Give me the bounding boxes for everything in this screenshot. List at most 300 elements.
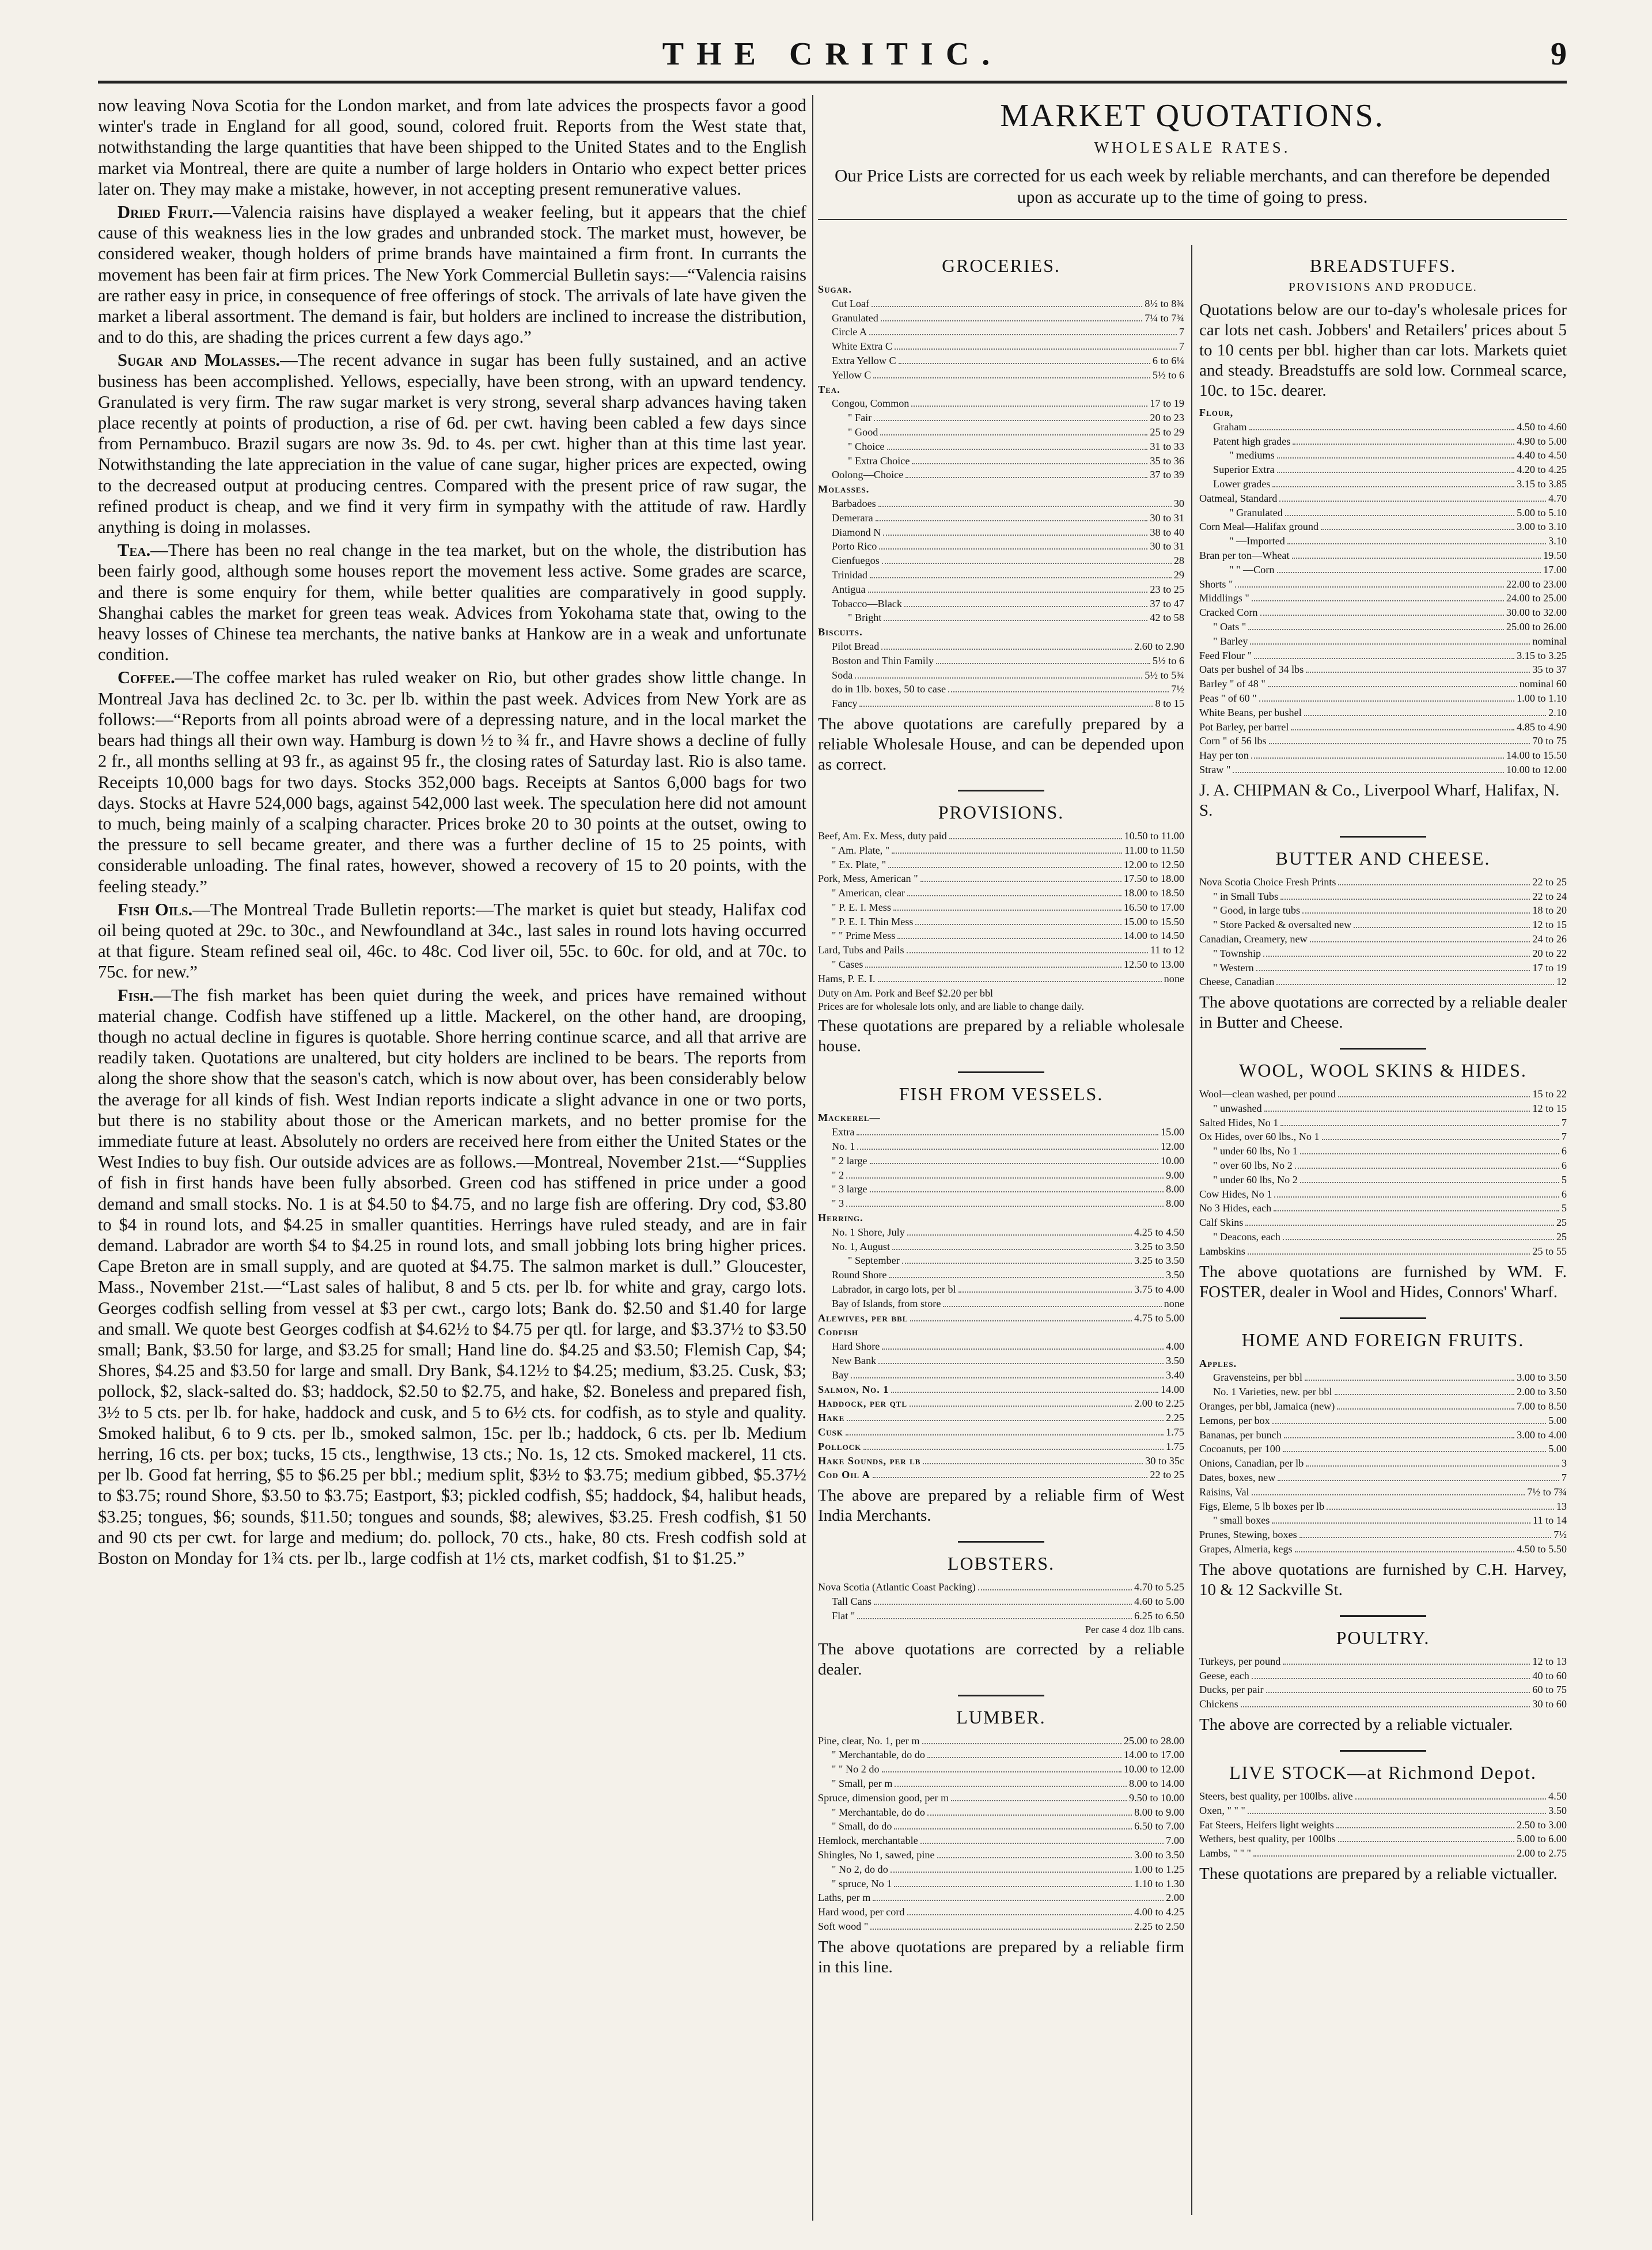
leader-dots — [884, 620, 1147, 621]
price-item-label: Lard, Tubs and Pails — [818, 944, 904, 956]
price-value: 2.60 to 2.90 — [1134, 640, 1184, 652]
price-item-label: " unwashed — [1213, 1102, 1262, 1114]
leader-dots — [879, 548, 1147, 550]
leader-dots — [1337, 1408, 1514, 1410]
price-value: 4.60 to 5.00 — [1134, 1595, 1184, 1607]
price-row — [1199, 1485, 1567, 1499]
price-row — [1199, 1697, 1567, 1711]
section-rule — [1340, 1048, 1426, 1050]
price-value: 3.25 to 3.50 — [1134, 1255, 1184, 1267]
price-row — [1199, 946, 1567, 961]
price-value: 22 to 25 — [1532, 876, 1567, 888]
price-value: 3.00 to 3.50 — [1134, 1849, 1184, 1861]
price-value: 22 to 25 — [1150, 1469, 1184, 1481]
price-item-label: Soft wood " — [818, 1920, 869, 1932]
subcolumn-rule — [1191, 245, 1192, 2215]
leader-dots — [895, 1786, 1127, 1787]
price-row — [818, 654, 1184, 668]
leader-dots — [1250, 643, 1530, 645]
leader-dots — [1245, 1225, 1554, 1226]
price-value: 5.00 to 6.00 — [1517, 1833, 1567, 1845]
leader-dots — [1287, 543, 1546, 544]
leader-dots — [1278, 1480, 1559, 1481]
price-row — [1199, 563, 1567, 577]
price-row — [818, 311, 1184, 325]
price-row — [818, 696, 1184, 711]
price-item-label: " " —Corn — [1229, 563, 1275, 575]
price-item-label: Boston and Thin Family — [832, 654, 934, 666]
page-header — [98, 36, 1567, 76]
price-value: 10.00 to 12.00 — [1123, 1763, 1184, 1775]
price-item-label: Hard Shore — [832, 1340, 880, 1353]
leader-dots — [859, 706, 1153, 707]
price-row — [1199, 506, 1567, 520]
price-value: 5.00 — [1548, 1414, 1567, 1426]
price-value: 14.00 — [1161, 1383, 1184, 1395]
price-value: 10.50 to 11.00 — [1124, 829, 1184, 842]
price-row — [818, 1877, 1184, 1891]
price-row — [818, 468, 1184, 482]
price-value: 28 — [1173, 555, 1184, 567]
price-item-label: " 3 large — [832, 1183, 867, 1195]
price-item-label: Cow Hides, No 1 — [1199, 1188, 1272, 1200]
price-item-label: Yellow C — [832, 369, 872, 381]
price-row — [818, 497, 1184, 511]
price-row — [818, 943, 1184, 957]
price-row — [818, 539, 1184, 554]
price-value: 15.00 to 15.50 — [1123, 915, 1184, 927]
price-table-butter — [1199, 875, 1567, 989]
price-value: 25.00 to 26.00 — [1506, 620, 1567, 632]
price-item-label: Labrador, in cargo lots, per bl — [832, 1283, 956, 1296]
price-item-label: Trinidad — [832, 569, 867, 581]
price-value: nominal — [1532, 635, 1567, 647]
leader-dots — [851, 1377, 1164, 1378]
leader-dots — [882, 563, 1172, 564]
leader-dots — [1285, 515, 1514, 516]
price-item-label: White Beans, per bushel — [1199, 706, 1302, 718]
price-row — [818, 972, 1184, 986]
leader-dots — [1355, 1798, 1547, 1800]
commercial-article — [98, 95, 806, 2224]
price-row — [818, 1791, 1184, 1805]
price-row — [1199, 903, 1567, 918]
leader-dots — [1253, 1855, 1514, 1857]
leader-dots — [1248, 1813, 1546, 1814]
leader-dots — [887, 449, 1148, 450]
price-item-label: " Merchantable, do do — [832, 1749, 925, 1761]
price-value: 7½ to 7¾ — [1527, 1486, 1567, 1498]
price-value: 11 to 14 — [1533, 1514, 1567, 1526]
note-lumber: The above quotations are prepared by a reliable firm in this line. — [818, 1937, 1184, 1976]
price-value: 17.00 — [1543, 563, 1567, 575]
leader-dots — [894, 1886, 1132, 1887]
price-row — [818, 1734, 1184, 1748]
price-row — [1199, 1542, 1567, 1556]
price-value: 35 to 37 — [1532, 664, 1567, 676]
price-item-label: Steers, best quality, per 100lbs. alive — [1199, 1790, 1353, 1802]
section-title-livestock: LIVE STOCK—at Richmond Depot. — [1229, 1762, 1537, 1783]
article-paragraph-dried-fruit: Dried Fruit.—Valencia raisins have displayed a weaker feeling, but it appears that the chief cause of this weakness lies in the low grades and unbranded stock. The market must, however, be considered weaker, though holders of prime brands have maintained a firm front. In currants the movement has been fair at firm prices. The New York Commercial Bulletin says:—“Valencia raisins are rather easy in price, in consequence of free offerings of stock. The arrivals of late have given the market a liberal assortment. The demand is fair, but holders are inclined to increase the distribution, and to do this, are shading the prices current a few days ago.” — [98, 202, 806, 347]
leader-dots — [1268, 686, 1517, 687]
price-row — [1199, 1101, 1567, 1116]
price-item-label: Tea. — [818, 383, 840, 395]
price-value: 31 to 33 — [1150, 440, 1184, 452]
price-item-label: Gravensteins, per bbl — [1213, 1372, 1303, 1384]
leader-dots — [1269, 743, 1530, 744]
leader-dots — [1292, 558, 1541, 559]
price-item-label: Demerara — [832, 512, 873, 524]
price-value: 4.50 — [1548, 1790, 1567, 1802]
leader-dots — [1321, 529, 1514, 530]
price-value: 5½ to 6 — [1152, 369, 1184, 381]
price-item-label: " under 60 lbs, No 1 — [1213, 1145, 1298, 1157]
price-item-label: " September — [848, 1255, 900, 1267]
price-value: 16.50 to 17.00 — [1123, 901, 1184, 913]
price-item-label: Congou, Common — [832, 397, 910, 410]
price-row — [818, 1411, 1184, 1425]
leader-dots — [1299, 1537, 1552, 1538]
price-value: 14.00 to 17.00 — [1123, 1749, 1184, 1761]
price-item-label: Molasses. — [818, 483, 870, 495]
price-item-label: Bananas, per bunch — [1199, 1429, 1282, 1441]
price-item-label: " " No 2 do — [832, 1763, 880, 1775]
price-item-label: Oats per bushel of 34 lbs — [1199, 664, 1304, 676]
price-item-label: Calf Skins — [1199, 1217, 1244, 1229]
leader-dots — [1295, 1551, 1514, 1552]
price-value: 5½ to 6 — [1152, 654, 1184, 666]
price-item-label: " American, clear — [832, 887, 905, 899]
leader-dots — [1283, 1239, 1554, 1240]
leader-dots — [873, 1477, 1148, 1478]
price-item-label: " Store Packed & oversalted new — [1213, 919, 1352, 931]
price-table-lobsters — [818, 1580, 1184, 1623]
price-row — [818, 1282, 1184, 1297]
price-row — [1199, 1846, 1567, 1861]
price-value: 3.15 to 3.85 — [1517, 478, 1567, 490]
leader-dots — [948, 691, 1169, 692]
price-value: 18.00 to 18.50 — [1123, 887, 1184, 899]
price-item-label: " over 60 lbs, No 2 — [1213, 1160, 1293, 1172]
price-value: 7 — [1561, 1472, 1567, 1484]
price-value: 14.00 to 14.50 — [1123, 930, 1184, 942]
leader-dots — [857, 1149, 1158, 1150]
leader-dots — [857, 1618, 1132, 1619]
section-title-groceries: GROCERIES. — [942, 255, 1060, 276]
price-item-label: " 2 large — [832, 1154, 867, 1166]
price-value: 12 to 15 — [1532, 1102, 1567, 1114]
leader-dots — [907, 952, 1148, 953]
price-item-label: Figs, Eleme, 5 lb boxes per lb — [1199, 1500, 1325, 1512]
price-item-label: Lambskins — [1199, 1245, 1245, 1257]
price-item-label: Cusk — [818, 1426, 843, 1438]
price-value: 20 to 23 — [1150, 412, 1184, 424]
leader-dots — [892, 1249, 1132, 1250]
price-value: 3.10 — [1548, 535, 1567, 547]
section-title-provisions: PROVISIONS. — [938, 801, 1064, 823]
leader-dots — [891, 1872, 1132, 1873]
price-value: 30 to 31 — [1150, 512, 1184, 524]
price-value: 13 — [1556, 1500, 1567, 1512]
price-row — [818, 682, 1184, 696]
price-item-label: Corn Meal—Halifax ground — [1199, 521, 1319, 533]
note-poultry: The above are corrected by a reliable victualer. — [1199, 1715, 1513, 1734]
price-item-label: Oxen, " " " — [1199, 1804, 1245, 1816]
price-item-label: Patent high grades — [1213, 435, 1291, 447]
leader-dots — [1252, 600, 1504, 601]
note-livestock: These quotations are prepared by a reliable victualler. — [1199, 1864, 1558, 1883]
price-item-label: " Fair — [848, 412, 872, 424]
leader-dots — [1252, 1678, 1530, 1679]
price-value: 2.00 to 2.75 — [1517, 1847, 1567, 1859]
price-item-label: " " Prime Mess — [832, 930, 896, 942]
price-item-label: Cracked Corn — [1199, 607, 1258, 619]
price-row — [818, 829, 1184, 843]
leader-dots — [1327, 1509, 1554, 1510]
price-row — [818, 1594, 1184, 1609]
price-item-label: Straw " — [1199, 763, 1231, 775]
price-table-fish — [818, 1111, 1184, 1482]
leader-dots — [1279, 501, 1546, 502]
price-value: 5.00 to 5.10 — [1517, 506, 1567, 518]
price-row — [1199, 1230, 1567, 1244]
price-item-label: " Am. Plate, " — [832, 844, 890, 856]
price-row — [1199, 491, 1567, 506]
price-item-label: Salted Hides, No 1 — [1199, 1116, 1279, 1128]
leader-dots — [937, 1857, 1132, 1858]
price-value: 4.25 to 4.50 — [1134, 1226, 1184, 1238]
leader-dots — [902, 1263, 1132, 1264]
price-value: 4.50 to 5.50 — [1517, 1543, 1567, 1555]
price-row — [818, 1905, 1184, 1919]
section-rule — [958, 790, 1044, 791]
price-item-label: Pollock — [818, 1440, 862, 1452]
leader-dots — [1276, 984, 1554, 985]
leader-dots — [949, 838, 1122, 839]
price-row — [818, 511, 1184, 525]
leader-dots — [881, 320, 1142, 321]
price-row — [1199, 448, 1567, 463]
price-item-label: Superior Extra — [1213, 464, 1275, 476]
leader-dots — [888, 867, 1121, 868]
price-value: 3.15 to 3.25 — [1517, 649, 1567, 661]
leader-dots — [907, 1914, 1132, 1915]
price-item-label: " Oats " — [1213, 620, 1246, 632]
price-row — [1199, 691, 1567, 706]
leader-dots — [846, 1177, 1164, 1179]
leader-dots — [865, 967, 1121, 968]
price-value: 7 — [1179, 340, 1184, 353]
price-value: 22.00 to 23.00 — [1506, 578, 1567, 590]
price-value: 8 to 15 — [1155, 698, 1184, 710]
price-value: 25 to 55 — [1532, 1245, 1567, 1257]
price-row — [818, 915, 1184, 929]
price-value: 11 to 12 — [1150, 944, 1184, 956]
note-groceries: The above quotations are carefully prepared by a reliable Wholesale House, and can be depended upon as correct. — [818, 714, 1184, 774]
section-rule — [1340, 1615, 1426, 1617]
price-item-label: " Good — [848, 426, 878, 438]
price-value: 14.00 to 15.50 — [1506, 749, 1567, 762]
price-row — [818, 900, 1184, 915]
price-row — [1199, 605, 1567, 620]
leader-dots — [1248, 1253, 1530, 1255]
leader-dots — [1274, 1196, 1559, 1198]
price-row — [1199, 1357, 1567, 1371]
leader-dots — [1335, 1394, 1515, 1395]
price-item-label: Pot Barley, per barrel — [1199, 721, 1289, 733]
article-paragraph: now leaving Nova Scotia for the London market, and from late advices the prospects favor a good winter's trade in England for all good, sound, colored fruit. Reports from the West state that, notwithstanding the large quantities that have been shipped to the United States and to the English market via Montreal, there are quite a number of large holders in Ontario who expect better prices later on. They may make a mistake, however, in not accepting present remunerative values. — [98, 96, 806, 199]
price-row — [818, 1425, 1184, 1440]
price-row — [818, 1762, 1184, 1776]
article-paragraph-coffee: Coffee.—The coffee market has ruled weaker on Rio, but other grades show little change. In Montreal Java has declined 2c. to 3c. per lb. within the past week. Advices from New York are as follows:—“Reports from all points abroad were of a depressing nature, and in the local market the bears had things all their own way. Hamburg is down ½ to ¾ fr., and Havre shows a decline of fully 2 fr., all months selling at 93 fr., as against 95 fr., the closing rates of Saturday last. Rio is also tame. Receipts 10,000 bags for two days. Stocks 352,000 bags. Receipts at Santos 6,000 bags for two days. Stocks at Havre 524,000 bags, against 542,000 last week. The speculation here did not amount to much, being mainly of a scalping character. Prices broke 20 to 30 points at the outset, owing to the pressure to sell became greater, and there was a further decline of 15 to 25 points, with considerable unloading. The final rates, however, showed a recovery of 15 to 20 points, with the feeling steady.” — [98, 668, 806, 896]
price-value: 25 to 29 — [1150, 426, 1184, 438]
price-row — [1199, 706, 1567, 720]
price-value: 30 — [1173, 497, 1184, 509]
leader-dots — [1277, 457, 1514, 459]
price-item-label: " Good, in large tubs — [1213, 904, 1301, 916]
price-value: 30 to 31 — [1150, 540, 1184, 552]
price-row — [818, 440, 1184, 454]
price-row — [1199, 649, 1567, 663]
section-rule — [958, 1071, 1044, 1073]
price-value: 2.00 — [1166, 1892, 1184, 1904]
price-item-label: " No 2, do do — [832, 1863, 888, 1875]
price-value: 1.00 to 1.10 — [1517, 692, 1567, 704]
leader-dots — [1306, 672, 1530, 673]
price-row — [1199, 1471, 1567, 1485]
price-value: 35 to 36 — [1150, 454, 1184, 467]
leader-dots — [1249, 429, 1515, 430]
price-row — [818, 1468, 1184, 1482]
price-item-label: Nova Scotia Choice Fresh Prints — [1199, 876, 1336, 888]
price-value: 3.00 to 3.50 — [1517, 1372, 1567, 1384]
price-value: 12 to 15 — [1532, 919, 1567, 931]
price-item-label: " under 60 lbs, No 2 — [1213, 1173, 1298, 1185]
price-row — [1199, 1528, 1567, 1542]
price-value: 9.50 to 10.00 — [1129, 1791, 1184, 1804]
price-item-label: Sugar. — [818, 283, 852, 295]
price-value: 2.10 — [1548, 706, 1567, 718]
price-row — [1199, 1442, 1567, 1456]
price-item-label: Prunes, Stewing, boxes — [1199, 1529, 1297, 1541]
price-row — [1199, 932, 1567, 946]
price-value: 6 to 6¼ — [1152, 354, 1184, 366]
price-table-provisions — [818, 829, 1184, 1001]
price-row — [1199, 918, 1567, 932]
leader-dots — [1322, 1139, 1559, 1140]
leader-dots — [1283, 1451, 1546, 1452]
price-item-label: " —Imported — [1229, 535, 1285, 547]
price-row — [1199, 1215, 1567, 1230]
price-table-lumber — [818, 1734, 1184, 1934]
price-item-label: Cheese, Canadian — [1199, 976, 1275, 988]
price-row — [818, 1297, 1184, 1311]
leader-dots — [882, 1349, 1164, 1350]
price-value: 10.00 to 12.00 — [1506, 763, 1567, 775]
price-value: 25.00 to 28.00 — [1123, 1734, 1184, 1747]
price-row — [818, 1609, 1184, 1623]
price-row — [818, 1862, 1184, 1877]
article-paragraph-sugar: Sugar and Molasses.—The recent advance in sugar has been fully sustained, and an active business has been accomplished. Yellows, especially, have been strong, with an upward tendency. Granulated is very firm. The raw sugar market is very strong, several sharp advances having taken place recently at points of production, a rise of 6d. per cwt. having been cabled a few days since from Pernambuco. Brazil sugars are now 3s. 9d. to 4s. per cwt. higher than at this time last year. Notwithstanding the late appreciation in the value of cane sugar, higher prices are expected, owing to the decreased output at producing centres. Compared with the present price of raw sugar, the refined product is cheap, and we find it very firm in sympathy with the attitude of raw. Hardly anything is doing in molasses. — [98, 350, 806, 537]
price-row — [818, 1454, 1184, 1468]
fine-print-lobsters: Per case 4 doz 1lb cans. — [1085, 1623, 1184, 1635]
price-item-label: Grapes, Almeria, kegs — [1199, 1543, 1293, 1555]
price-row — [1199, 1683, 1567, 1697]
price-item-label: No. 1 — [832, 1141, 855, 1153]
price-value: 3.75 to 4.00 — [1134, 1283, 1184, 1296]
leader-dots — [920, 881, 1121, 882]
price-item-label: Hake Sounds, per lb — [818, 1454, 921, 1467]
price-row — [818, 1168, 1184, 1183]
price-item-label: Ducks, per pair — [1199, 1684, 1264, 1696]
price-item-label: Dates, boxes, new — [1199, 1472, 1276, 1484]
price-item-label: Herring. — [818, 1212, 863, 1224]
price-value: 7 — [1179, 326, 1184, 338]
price-table-groceries — [818, 282, 1184, 711]
price-value: 3.50 — [1548, 1804, 1567, 1816]
price-item-label: Laths, per m — [818, 1892, 871, 1904]
page-number: 9 — [1551, 36, 1567, 72]
price-item-label: Hay per ton — [1199, 749, 1249, 762]
price-item-label: Ox Hides, over 60 lbs., No 1 — [1199, 1131, 1320, 1143]
price-table-fruits — [1199, 1357, 1567, 1556]
price-row — [1199, 889, 1567, 904]
price-row — [1199, 420, 1567, 434]
leader-dots — [873, 377, 1150, 378]
price-item-label: Corn " of 56 lbs — [1199, 735, 1267, 747]
price-item-label: Graham — [1213, 421, 1247, 433]
leader-dots — [910, 1406, 1132, 1407]
column-rule — [812, 95, 813, 2221]
price-row — [818, 957, 1184, 972]
price-value: 4.00 to 4.25 — [1134, 1906, 1184, 1918]
leader-dots — [883, 535, 1147, 536]
leader-dots — [1338, 884, 1530, 885]
price-row — [1199, 1087, 1567, 1101]
price-item-label: " Barley — [1213, 635, 1248, 647]
price-item-label: Shingles, No 1, sawed, pine — [818, 1849, 935, 1861]
price-value: 3.50 — [1166, 1355, 1184, 1367]
market-title: MARKET QUOTATIONS. — [1000, 98, 1385, 134]
price-row — [818, 1325, 1184, 1339]
section-rule — [958, 1541, 1044, 1543]
price-item-label: " Township — [1213, 947, 1261, 959]
leader-dots — [892, 853, 1122, 854]
price-item-label: Cocoanuts, per 100 — [1199, 1443, 1280, 1455]
leader-dots — [1233, 772, 1504, 773]
price-value: 7.00 — [1166, 1835, 1184, 1847]
price-row — [818, 1848, 1184, 1862]
price-row — [1199, 720, 1567, 734]
price-value: 42 to 58 — [1150, 612, 1184, 624]
price-row — [818, 668, 1184, 683]
price-item-label: Bay — [832, 1369, 849, 1381]
price-item-label: Bran per ton—Wheat — [1199, 549, 1290, 561]
section-title-lumber: LUMBER. — [956, 1706, 1046, 1728]
price-item-label: Pilot Bread — [832, 640, 880, 652]
article-paragraph-fish-oils: Fish Oils.—The Montreal Trade Bulletin reports:—The market is quiet but steady, Halifax cod oil being quoted at 29c. to 30c., and Newfoundland at 34c., last sales in round lots having occurred at that figure. Steam refined seal oil, 46c. to 48c. Cod liver oil, 55c. to 60c. for old, and at 70c. to 75c. for new.” — [98, 899, 806, 982]
price-item-label: " Merchantable, do do — [832, 1806, 925, 1818]
leader-dots — [927, 1757, 1121, 1758]
price-value: 2.25 to 2.50 — [1134, 1920, 1184, 1932]
price-value: 60 to 75 — [1532, 1684, 1567, 1696]
leader-dots — [920, 1843, 1164, 1844]
price-row — [818, 1139, 1184, 1154]
price-row — [1199, 548, 1567, 563]
price-item-label: Fancy — [832, 698, 858, 710]
price-row — [818, 1311, 1184, 1325]
price-value: 8.00 — [1166, 1183, 1184, 1195]
